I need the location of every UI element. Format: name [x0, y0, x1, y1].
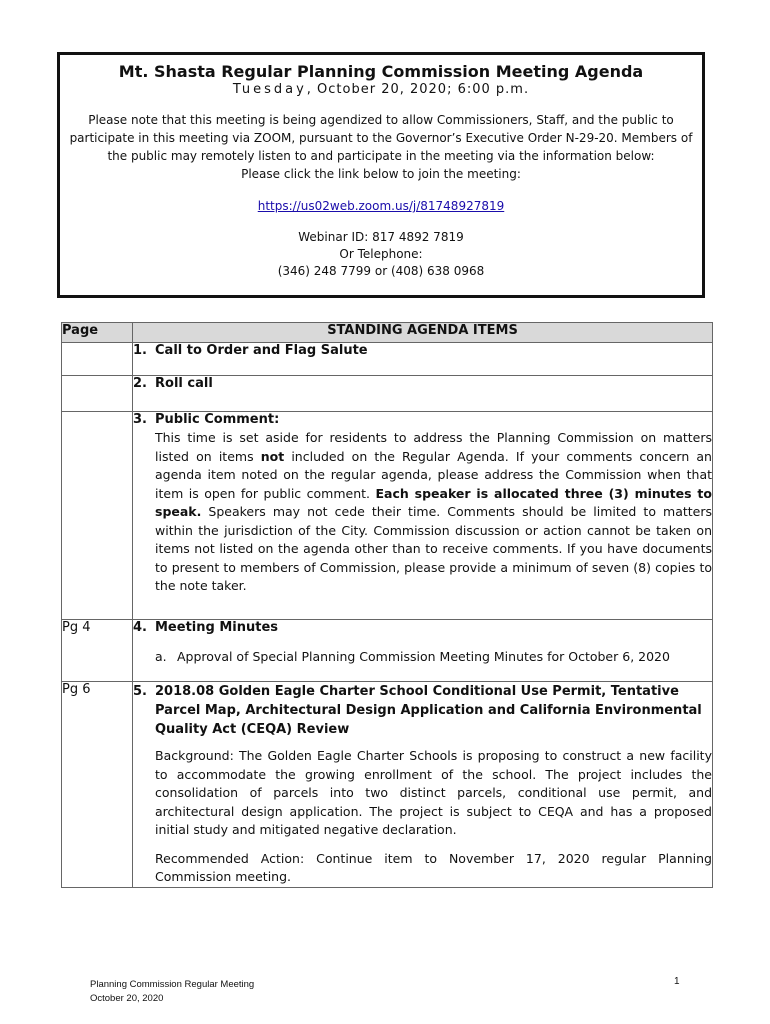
- item-number: 5.: [133, 684, 147, 699]
- agenda-table: [61, 322, 713, 888]
- agenda-item-3: [133, 412, 713, 620]
- sub-item-text: Approval of Special Planning Commission Meeting Minutes for October 6, 2020: [177, 649, 670, 664]
- sub-item-letter: a.: [155, 649, 167, 664]
- item-title: Call to Order and Flag Salute: [155, 343, 368, 358]
- item-number: 3.: [133, 412, 147, 427]
- column-header-page: Page: [62, 323, 133, 343]
- page-cell: [62, 412, 133, 620]
- footer-line-1: Planning Commission Regular Meeting: [90, 979, 255, 990]
- meeting-header-box: [57, 52, 705, 298]
- webinar-id: Webinar ID: 817 4892 7819: [298, 230, 464, 244]
- page-number: 1: [674, 976, 680, 987]
- or-telephone: Or Telephone:: [339, 247, 423, 261]
- footer-meeting-info: [90, 978, 254, 1006]
- footer-line-2: October 20, 2020: [90, 993, 164, 1004]
- item-title: Roll call: [155, 376, 213, 391]
- agenda-row: [62, 412, 713, 620]
- agenda-row: [62, 376, 713, 412]
- zoom-link[interactable]: https://us02web.zoom.us/j/81748927819: [257, 199, 505, 213]
- recommended-action: Recommended Action: Continue item to November 17, 2020 regular Planning Commission meeting.: [155, 850, 712, 884]
- agenda-row: [62, 620, 713, 682]
- dial-in-info: [60, 229, 702, 280]
- agenda-item-5: [133, 682, 713, 888]
- background-text: Background: The Golden Eagle Charter Schools is proposing to construct a new facility to accommodate the growing enrollment of the school. The project includes the consolidation of parcels into two distinct parcels, conditional use permit, and architectural design application. The project is subject to CEQA and has a proposed initial study and mitigated negative declaration.: [155, 748, 712, 837]
- agenda-item-1: [133, 343, 713, 376]
- agenda-table-header: [62, 323, 713, 343]
- item-title: Meeting Minutes: [155, 620, 278, 635]
- item-title: 2018.08 Golden Eagle Charter School Conditional Use Permit, Tentative Parcel Map, Architectural Design Application and California Environmental Quality Act (CEQA) Review: [155, 684, 702, 737]
- item-number: 1.: [133, 343, 147, 358]
- zoom-notice-text: Please note that this meeting is being agendized to allow Commissioners, Staff, and the public to participate in this meeting via ZOOM, pursuant to the Governor’s Executive Order N-29-20. Members of the public may remotely listen to and participate in the meeting via the information below:: [69, 113, 693, 163]
- page-cell: Pg 4: [62, 620, 133, 682]
- agenda-row: [62, 682, 713, 888]
- page-cell: Pg 6: [62, 682, 133, 888]
- page-cell: [62, 376, 133, 412]
- join-instruction: Please click the link below to join the meeting:: [241, 167, 521, 181]
- meeting-day: Tuesday: [232, 82, 307, 97]
- agenda-item-4: [133, 620, 713, 682]
- meeting-date-line: [60, 82, 702, 97]
- item-number: 4.: [133, 620, 147, 635]
- phone-numbers: (346) 248 7799 or (408) 638 0968: [277, 264, 485, 278]
- zoom-notice: [66, 111, 696, 183]
- column-header-items: STANDING AGENDA ITEMS: [133, 323, 713, 343]
- sub-item-a: [133, 649, 712, 664]
- agenda-item-2: [133, 376, 713, 412]
- page-cell: [62, 343, 133, 376]
- public-comment-text: This time is set aside for residents to address the Planning Commission on matters listed on items not included on the Regular Agenda. If your comments concern an agenda item noted on the regular agenda, please address the Commission when that item is open for public comment. Each speaker is allocated three (3) minutes to speak. Speakers may not cede their time. Comments should be limited to matters within the jurisdiction of the City. Commission discussion or action cannot be taken on items not listed on the agenda other than to receive comments. If you have documents to present to members of Commission, please provide a minimum of seven (8) copies to the note taker.: [155, 430, 712, 593]
- item-title: Public Comment:: [155, 412, 280, 427]
- agenda-row: [62, 343, 713, 376]
- agenda-title: Mt. Shasta Regular Planning Commission Meeting Agenda: [118, 62, 644, 81]
- item-number: 2.: [133, 376, 147, 391]
- meeting-date-time: , October 20, 2020; 6:00 p.m.: [306, 82, 530, 97]
